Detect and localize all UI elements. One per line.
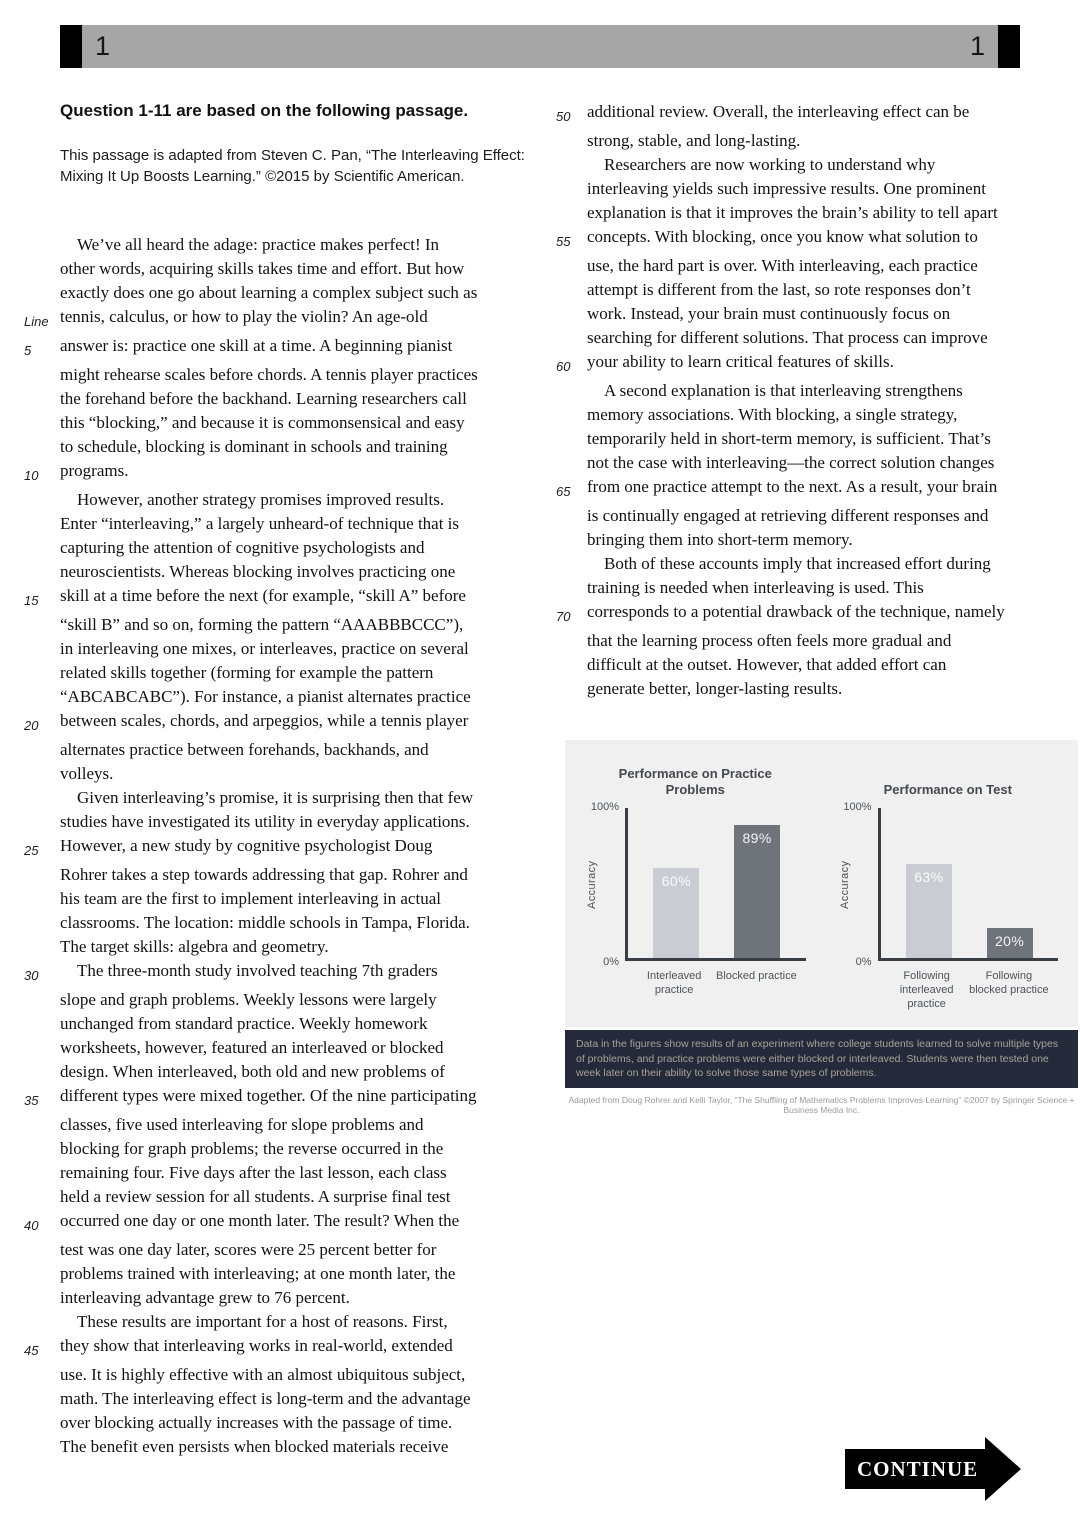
line-text: searching for different solutions. That process can improve xyxy=(587,328,988,347)
line-text: concepts. With blocking, once you know what solution to xyxy=(587,227,978,246)
line-text: Enter “interleaving,” a largely unheard-of technique that is xyxy=(60,514,460,533)
passage-line xyxy=(556,475,1061,504)
y-axis-label: Accuracy xyxy=(838,860,851,909)
line-text: classrooms. The location: middle schools in Tampa, Florida. xyxy=(60,913,470,932)
line-text: skill at a time before the next (for example, “skill A” before xyxy=(60,586,466,605)
line-number xyxy=(24,411,60,435)
line-number xyxy=(24,988,60,1012)
line-number xyxy=(24,435,60,459)
passage-left-lines xyxy=(24,233,555,1459)
line-text: “ABCABCABC”). For instance, a pianist alternates practice xyxy=(60,687,471,706)
line-number xyxy=(24,1060,60,1084)
line-text: interleaving advantage grew to 76 percent. xyxy=(60,1288,350,1307)
line-number xyxy=(24,810,60,834)
bar xyxy=(906,864,952,959)
line-text: Rohrer takes a step towards addressing that gap. Rohrer and xyxy=(60,865,468,884)
passage-line xyxy=(24,988,555,1012)
passage-line xyxy=(24,305,555,334)
line-text: not the case with interleaving—the correct solution changes xyxy=(587,453,995,472)
line-text: related skills together (forming for example the pattern xyxy=(60,663,434,682)
line-number: Line xyxy=(24,314,49,329)
figure-panel xyxy=(565,740,1078,1027)
right-column xyxy=(556,100,1061,701)
line-text: answer is: practice one skill at a time. A beginning pianist xyxy=(60,336,453,355)
line-number xyxy=(556,129,587,153)
passage-line xyxy=(24,536,555,560)
passage-line xyxy=(24,560,555,584)
continue-arrow-icon xyxy=(985,1437,1021,1501)
line-text: “skill B” and so on, forming the pattern “AAABBBCCC”), xyxy=(60,615,464,634)
line-text: blocking for graph problems; the reverse occurred in the xyxy=(60,1139,444,1158)
passage-line xyxy=(24,637,555,661)
passage-line xyxy=(556,528,1061,552)
line-number xyxy=(24,1363,60,1387)
passage-line xyxy=(24,762,555,786)
passage-line xyxy=(24,1012,555,1036)
section-number-left: 1 xyxy=(95,31,111,61)
line-text: between scales, chords, and arpeggios, while a tennis player xyxy=(60,711,469,730)
line-text: might rehearse scales before chords. A tennis player practices xyxy=(60,365,478,384)
chart-practice-problems xyxy=(569,754,822,1011)
line-number xyxy=(24,637,60,661)
line-number xyxy=(24,786,60,810)
line-text: worksheets, however, featured an interleaved or blocked xyxy=(60,1038,444,1057)
line-text: from one practice attempt to the next. As a result, your brain xyxy=(587,477,998,496)
line-number xyxy=(556,278,587,302)
line-text: strong, stable, and long-lasting. xyxy=(587,131,801,150)
line-number xyxy=(24,1185,60,1209)
category-label: Following blocked practice xyxy=(969,970,1049,996)
line-number xyxy=(24,762,60,786)
passage-line xyxy=(24,1262,555,1286)
line-text: the forehand before the backhand. Learning researchers call xyxy=(60,389,467,408)
line-text: temporarily held in short-term memory, is sufficient. That’s xyxy=(587,429,991,448)
line-number: 55 xyxy=(556,234,571,249)
line-number: 50 xyxy=(556,109,571,124)
line-text: this “blocking,” and because it is commonsensical and easy xyxy=(60,413,465,432)
line-number xyxy=(24,685,60,709)
line-number: 45 xyxy=(24,1343,39,1358)
line-number xyxy=(24,387,60,411)
line-number xyxy=(24,1387,60,1411)
passage-line xyxy=(24,387,555,411)
category-label: Blocked practice xyxy=(716,970,797,982)
line-number xyxy=(556,326,587,350)
passage-line xyxy=(24,233,555,257)
line-text: generate better, longer-lasting results. xyxy=(587,679,843,698)
header-gray-bar xyxy=(82,25,998,68)
line-number xyxy=(24,613,60,637)
line-text: occurred one day or one month later. The result? When the xyxy=(60,1211,460,1230)
passage-line xyxy=(24,1435,555,1459)
line-number xyxy=(24,935,60,959)
line-number xyxy=(24,363,60,387)
line-text: test was one day later, scores were 25 percent better for xyxy=(60,1240,437,1259)
line-text: Given interleaving’s promise, it is surprising then that few xyxy=(77,788,474,807)
passage-line xyxy=(556,451,1061,475)
line-number xyxy=(24,560,60,584)
passage-line xyxy=(556,302,1061,326)
line-text: A second explanation is that interleaving strengthens xyxy=(604,381,963,400)
line-number xyxy=(556,153,587,177)
line-number: 20 xyxy=(24,718,39,733)
line-number: 5 xyxy=(24,343,32,358)
line-text: alternates practice between forehands, backhands, and xyxy=(60,740,429,759)
line-text: corresponds to a potential drawback of the technique, namely xyxy=(587,602,1005,621)
passage-line xyxy=(24,1363,555,1387)
line-text: use. It is highly effective with an almost ubiquitous subject, xyxy=(60,1365,466,1384)
line-text: remaining four. Five days after the last lesson, each class xyxy=(60,1163,447,1182)
passage-line xyxy=(556,504,1061,528)
line-text: additional review. Overall, the interleaving effect can be xyxy=(587,102,970,121)
line-number: 60 xyxy=(556,359,571,374)
line-number xyxy=(24,1238,60,1262)
plot-area xyxy=(838,801,1059,968)
passage-line xyxy=(556,552,1061,576)
passage-line xyxy=(24,911,555,935)
passage-line xyxy=(24,1084,555,1113)
bar-value-label: 20% xyxy=(995,933,1025,949)
line-text: they show that interleaving works in real-world, extended xyxy=(60,1336,453,1355)
line-number xyxy=(556,629,587,653)
passage-line xyxy=(556,350,1061,379)
continue-button[interactable] xyxy=(845,1437,1021,1501)
line-number xyxy=(24,1113,60,1137)
line-text: programs. xyxy=(60,461,129,480)
passage-line xyxy=(24,411,555,435)
passage-line xyxy=(24,1036,555,1060)
passage-line xyxy=(24,1238,555,1262)
line-number xyxy=(556,427,587,451)
line-text: problems trained with interleaving; at one month later, the xyxy=(60,1264,456,1283)
passage-line xyxy=(24,786,555,810)
line-number xyxy=(556,576,587,600)
category-label: Interleaved practice xyxy=(646,970,702,996)
line-number xyxy=(556,201,587,225)
passage-line xyxy=(24,935,555,959)
line-number: 40 xyxy=(24,1218,39,1233)
ytick-100: 100% xyxy=(843,801,872,813)
line-number xyxy=(24,1435,60,1459)
passage-line xyxy=(24,1334,555,1363)
passage-line xyxy=(24,1209,555,1238)
line-text: classes, five used interleaving for slope problems and xyxy=(60,1115,424,1134)
line-text: to schedule, blocking is dominant in schools and training xyxy=(60,437,448,456)
passage-line xyxy=(556,629,1061,653)
passage-line xyxy=(24,709,555,738)
line-text: training is needed when interleaving is used. This xyxy=(587,578,924,597)
continue-label: CONTINUE xyxy=(845,1449,986,1489)
passage-line xyxy=(24,863,555,887)
line-text: that the learning process often feels more gradual and xyxy=(587,631,952,650)
passage-line xyxy=(24,1387,555,1411)
line-text: design. When interleaved, both old and new problems of xyxy=(60,1062,445,1081)
passage-line xyxy=(556,403,1061,427)
passage-line xyxy=(556,201,1061,225)
line-number: 25 xyxy=(24,843,39,858)
line-number xyxy=(556,302,587,326)
line-text: However, a new study by cognitive psychologist Doug xyxy=(60,836,433,855)
line-text: We’ve all heard the adage: practice makes perfect! In xyxy=(77,235,440,254)
line-number xyxy=(556,379,587,403)
passage-line xyxy=(556,653,1061,677)
passage-line xyxy=(556,129,1061,153)
passage-line xyxy=(556,254,1061,278)
line-number xyxy=(24,488,60,512)
line-text: slope and graph problems. Weekly lessons were largely xyxy=(60,990,437,1009)
line-text: held a review session for all students. A surprise final test xyxy=(60,1187,451,1206)
line-number xyxy=(24,233,60,257)
line-text: The three-month study involved teaching 7th graders xyxy=(77,961,438,980)
passage-line xyxy=(24,887,555,911)
line-text: difficult at the outset. However, that added effort can xyxy=(587,655,947,674)
passage-line xyxy=(24,1161,555,1185)
passage-line xyxy=(24,512,555,536)
line-number: 10 xyxy=(24,468,39,483)
plot-area xyxy=(586,801,806,968)
bar-value-label: 89% xyxy=(742,829,772,846)
passage-line xyxy=(556,225,1061,254)
passage-line xyxy=(24,1137,555,1161)
passage-line xyxy=(24,459,555,488)
line-text: The target skills: algebra and geometry. xyxy=(60,937,329,956)
line-number xyxy=(24,887,60,911)
passage-line xyxy=(24,738,555,762)
line-text: Researchers are now working to understand why xyxy=(604,155,936,174)
passage-line xyxy=(24,281,555,305)
ytick-0: 0% xyxy=(603,956,619,968)
category-label: Following interleaved practice xyxy=(899,970,954,1010)
line-number xyxy=(556,254,587,278)
line-number xyxy=(556,451,587,475)
line-number xyxy=(556,552,587,576)
passage-line xyxy=(24,1060,555,1084)
line-number xyxy=(24,1161,60,1185)
passage-line xyxy=(24,834,555,863)
category-labels xyxy=(878,961,1059,1011)
passage-line xyxy=(24,613,555,637)
bar xyxy=(734,825,780,959)
passage-line xyxy=(556,379,1061,403)
passage-line xyxy=(556,326,1061,350)
passage-line xyxy=(24,363,555,387)
chart-test xyxy=(822,754,1075,1011)
line-text: neuroscientists. Whereas blocking involves practicing one xyxy=(60,562,456,581)
left-column xyxy=(24,100,555,1459)
chart-title: Performance on Test xyxy=(883,782,1012,797)
figure-credit: Adapted from Doug Rohrer and Kelli Taylor, “The Shuffling of Mathematics Problems Improves Learning” ©2007 by Springer Science + Business Media Inc. xyxy=(568,1094,1075,1115)
passage-line xyxy=(556,100,1061,129)
line-number xyxy=(24,661,60,685)
line-text: other words, acquiring skills takes time and effort. But how xyxy=(60,259,465,278)
line-number xyxy=(24,1262,60,1286)
passage-line xyxy=(24,435,555,459)
chart-title: Performance on Practice Problems xyxy=(618,766,772,797)
line-number: 65 xyxy=(556,484,571,499)
line-number: 35 xyxy=(24,1093,39,1108)
line-number xyxy=(556,677,587,701)
line-text: bringing them into short-term memory. xyxy=(587,530,853,549)
line-text: The benefit even persists when blocked materials receive xyxy=(60,1437,449,1456)
passage-line xyxy=(556,576,1061,600)
line-text: studies have investigated its utility in everyday applications. xyxy=(60,812,470,831)
line-text: work. Instead, your brain must continuously focus on xyxy=(587,304,951,323)
line-text: exactly does one go about learning a complex subject such as xyxy=(60,283,478,302)
line-text: math. The interleaving effect is long-term and the advantage xyxy=(60,1389,471,1408)
bar-value-label: 63% xyxy=(914,868,944,885)
bar-value-label: 60% xyxy=(661,873,691,889)
line-text: memory associations. With blocking, a single strategy, xyxy=(587,405,958,424)
passage-line xyxy=(556,177,1061,201)
line-text: However, another strategy promises improved results. xyxy=(77,490,445,509)
passage-line xyxy=(24,1113,555,1137)
line-text: Both of these accounts imply that increased effort during xyxy=(604,554,991,573)
line-text: explanation is that it improves the brain’s ability to tell apart xyxy=(587,203,998,222)
line-text: volleys. xyxy=(60,764,114,783)
line-number xyxy=(24,1137,60,1161)
passage-line xyxy=(24,1286,555,1310)
line-number xyxy=(556,403,587,427)
header-left-black-block xyxy=(60,25,82,68)
ytick-0: 0% xyxy=(855,956,872,968)
line-number xyxy=(556,528,587,552)
line-number xyxy=(24,1036,60,1060)
bars xyxy=(878,808,1059,961)
line-number xyxy=(24,911,60,935)
line-number xyxy=(24,536,60,560)
line-text: attempt is different from the last, so rote responses don’t xyxy=(587,280,971,299)
line-number xyxy=(24,512,60,536)
passage-line xyxy=(556,600,1061,629)
line-number xyxy=(556,177,587,201)
bars xyxy=(625,808,806,961)
line-number: 30 xyxy=(24,968,39,983)
line-number xyxy=(556,504,587,528)
line-number xyxy=(24,281,60,305)
line-text: These results are important for a host of reasons. First, xyxy=(77,1312,448,1331)
line-number xyxy=(556,653,587,677)
line-text: capturing the attention of cognitive psychologists and xyxy=(60,538,425,557)
line-number xyxy=(24,1411,60,1435)
line-text: is continually engaged at retrieving different responses and xyxy=(587,506,989,525)
bar xyxy=(653,868,699,958)
figure-caption: Data in the figures show results of an experiment where college students learned to solve multiple types of problems, and practice problems were either blocked or interleaved. Students were then tested one week later on their ability to solve those same types of problems. xyxy=(565,1030,1078,1088)
passage-line xyxy=(556,153,1061,177)
passage-line xyxy=(556,278,1061,302)
passage-line xyxy=(556,427,1061,451)
line-text: unchanged from standard practice. Weekly homework xyxy=(60,1014,428,1033)
line-number: 70 xyxy=(556,609,571,624)
line-text: your ability to learn critical features of skills. xyxy=(587,352,894,371)
line-text: tennis, calculus, or how to play the violin? An age-old xyxy=(60,307,428,326)
passage-directions: Question 1-11 are based on the following passage. xyxy=(60,101,469,120)
passage-right-lines xyxy=(556,100,1061,701)
line-number xyxy=(24,1286,60,1310)
line-number: 15 xyxy=(24,593,39,608)
line-text: over blocking actually increases with the passage of time. xyxy=(60,1413,453,1432)
line-number xyxy=(24,863,60,887)
header-right-black-block xyxy=(998,25,1020,68)
passage-line xyxy=(24,959,555,988)
bar xyxy=(987,928,1033,958)
line-text: his team are the first to implement interleaving in actual xyxy=(60,889,441,908)
line-text: interleaving yields such impressive results. One prominent xyxy=(587,179,986,198)
passage-line xyxy=(24,810,555,834)
passage-line xyxy=(556,677,1061,701)
category-labels xyxy=(625,961,806,997)
passage-line xyxy=(24,1411,555,1435)
page-header-bar xyxy=(60,25,1020,68)
section-number-right: 1 xyxy=(969,31,985,61)
passage-line xyxy=(24,1185,555,1209)
line-number xyxy=(24,1012,60,1036)
passage-line xyxy=(24,685,555,709)
figure xyxy=(565,740,1078,1115)
line-number xyxy=(24,738,60,762)
y-axis-label: Accuracy xyxy=(586,860,598,909)
line-number xyxy=(24,257,60,281)
passage-source-note: This passage is adapted from Steven C. Pan, “The Interleaving Effect: Mixing It Up Boosts Learning.” ©2015 by Scientific American. xyxy=(60,147,525,185)
ytick-100: 100% xyxy=(590,801,619,813)
passage-line xyxy=(24,584,555,613)
line-text: different types were mixed together. Of the nine participating xyxy=(60,1086,477,1105)
passage-line xyxy=(24,488,555,512)
passage-line xyxy=(24,661,555,685)
line-number xyxy=(24,1310,60,1334)
passage-line xyxy=(24,257,555,281)
passage-line xyxy=(24,334,555,363)
line-text: in interleaving one mixes, or interleaves, practice on several xyxy=(60,639,469,658)
line-text: use, the hard part is over. With interleaving, each practice xyxy=(587,256,978,275)
passage-line xyxy=(24,1310,555,1334)
